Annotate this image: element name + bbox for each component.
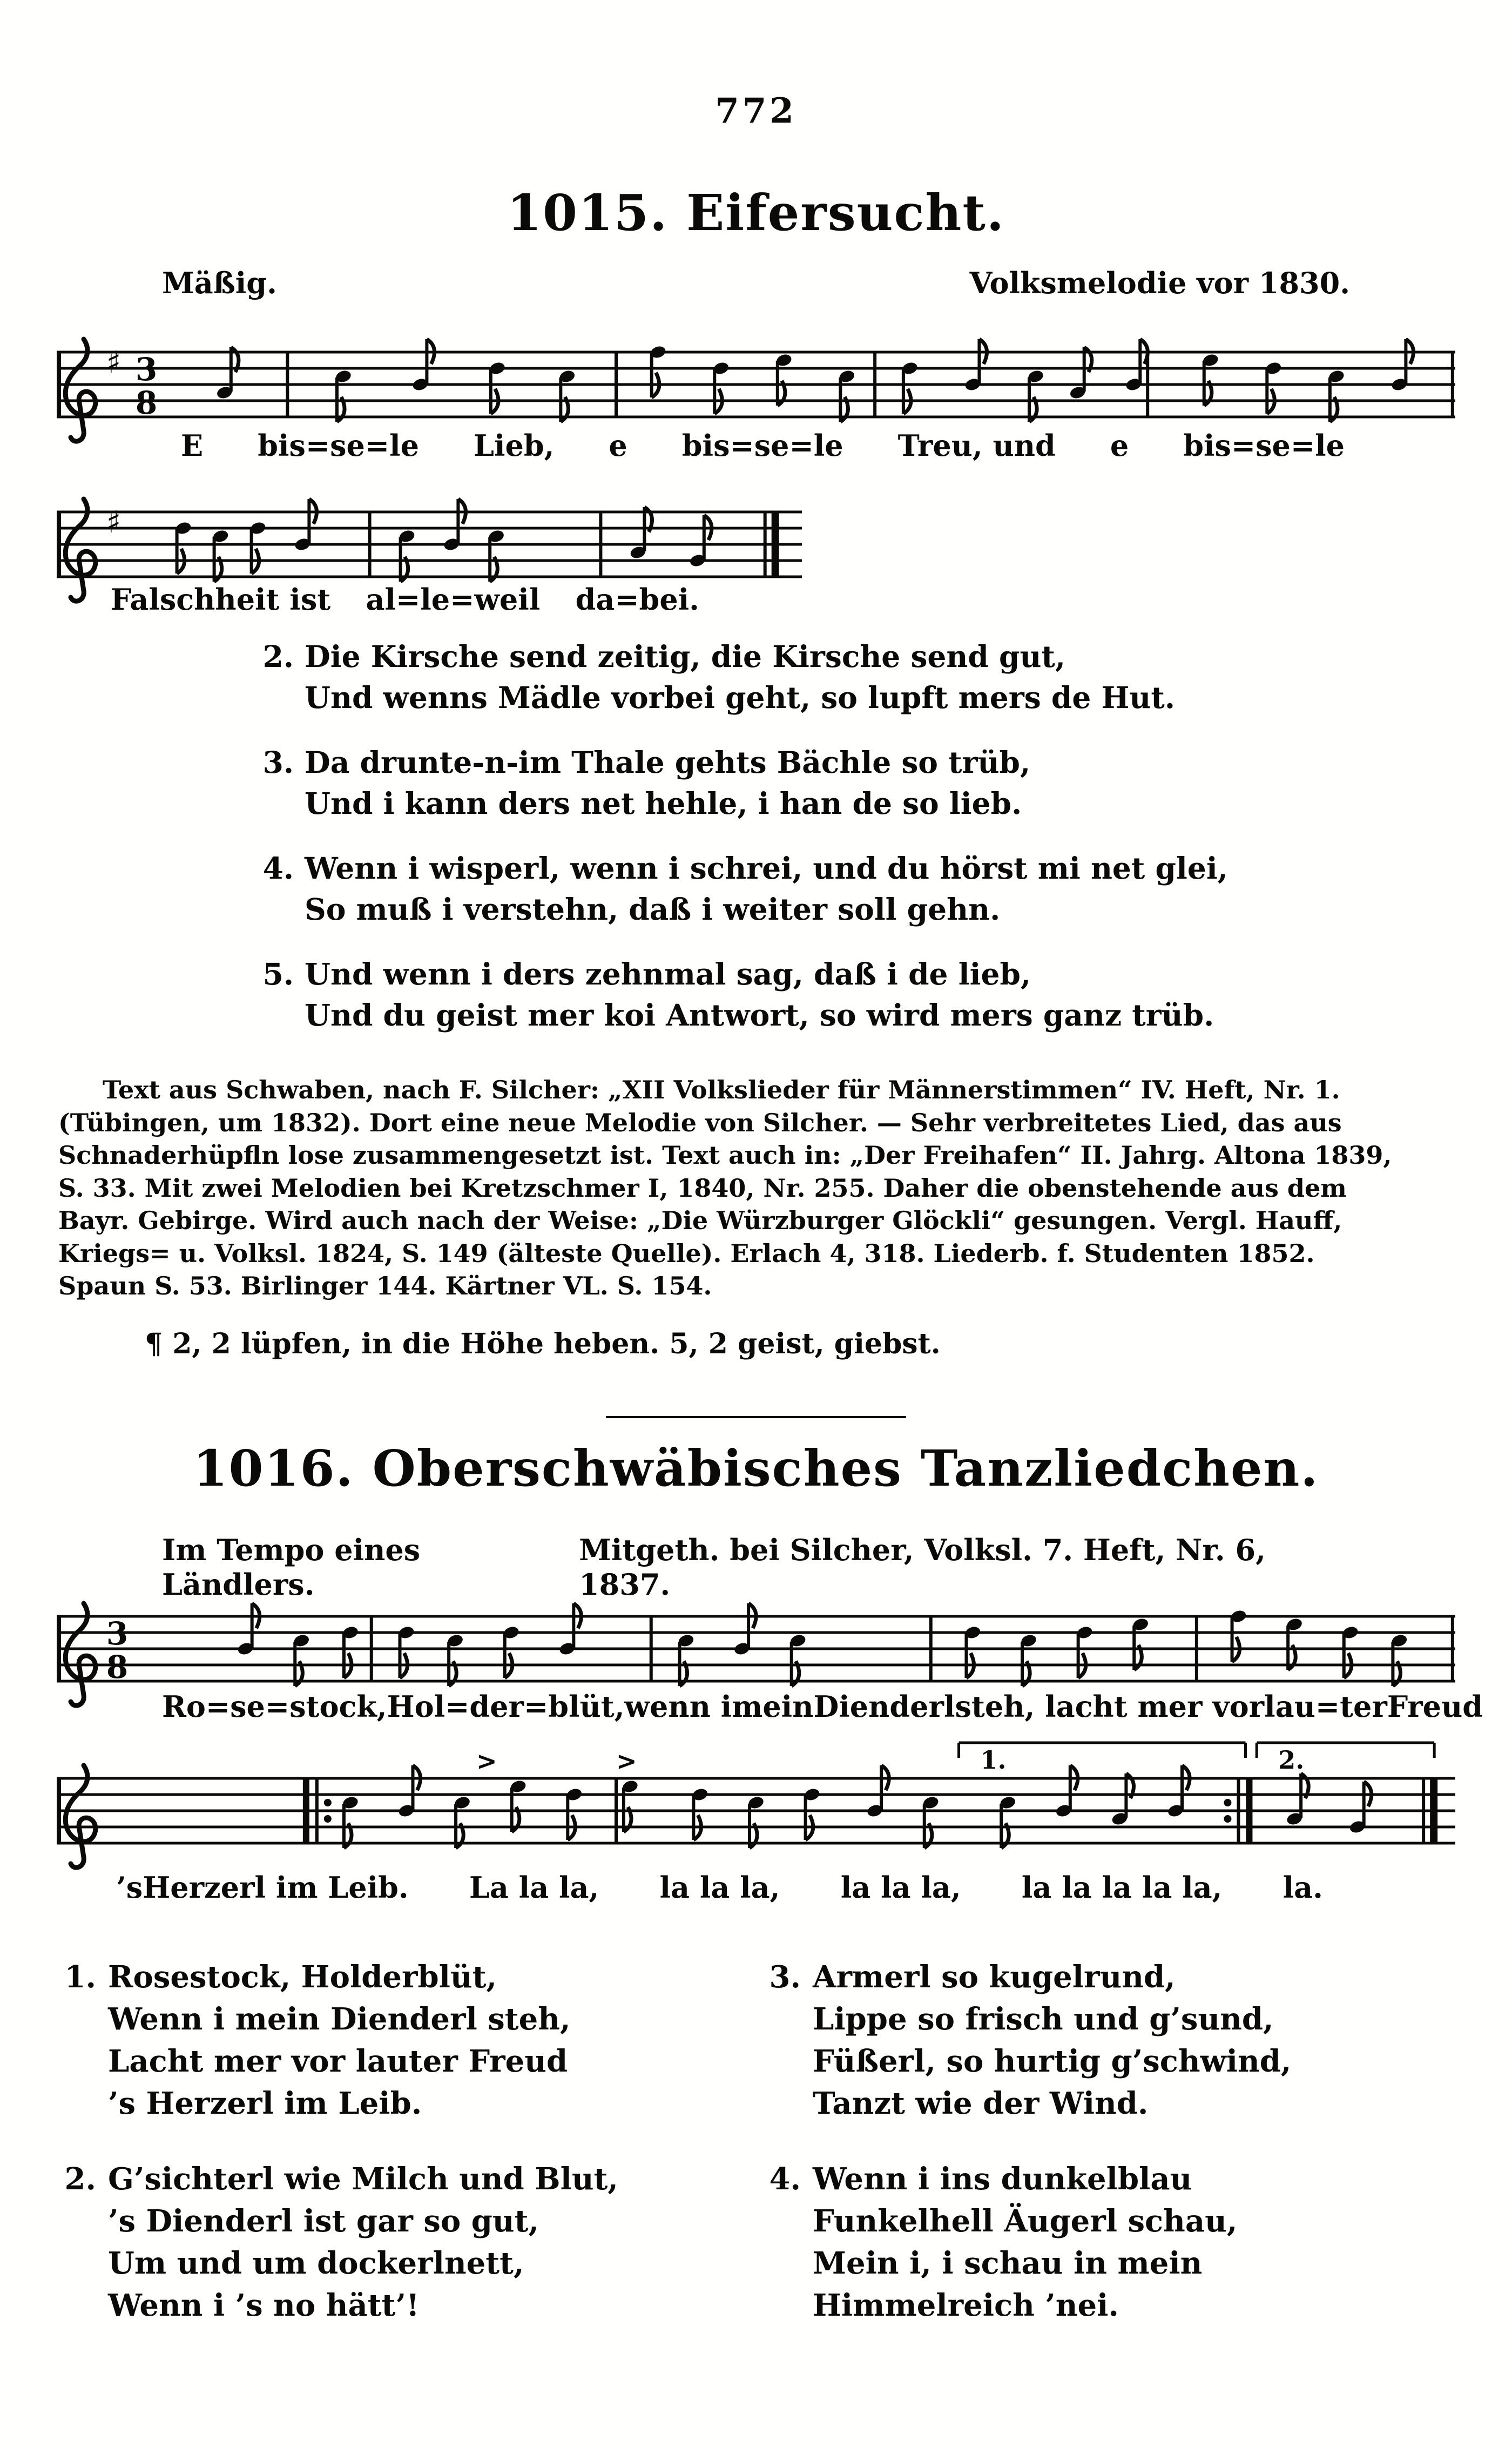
verse [64,1956,768,2125]
svg-text:3: 3 [135,351,158,388]
lyric-syllable: la. [1282,1870,1323,1905]
lyric-syllable: ’sHerzerl im Leib. [116,1870,409,1905]
verse-lines [813,1956,1291,2125]
verse-number: 3. [262,745,294,780]
lyric-syllable: Dienderl [813,1689,955,1724]
source-note-line: Text aus Schwaben, nach F. Silcher: „XII Volkslieder für Männerstimmen“ IV. Heft, Nr. 1. [103,1075,1340,1104]
lyric-syllable: la la la, [840,1870,961,1905]
verse [64,2158,768,2326]
verse-line: Rosestock, Holderblüt, [108,1959,497,1995]
verses-1016-left-column [64,1956,768,2360]
svg-text:2.: 2. [1278,1745,1305,1775]
verse-line: Armerl so kugelrund, [813,1959,1176,1995]
verse-line: Funkelhell Äugerl schau, [813,2203,1238,2239]
verse [768,1956,1473,2125]
verse [254,636,1399,718]
verse-line: G’sichterl wie Milch und Blut, [108,2161,618,2197]
verse [254,954,1399,1036]
lyric-syllable: Freud [1387,1689,1483,1724]
verse-line: Wenn i ’s no hätt’! [108,2288,420,2323]
lyric-syllable: da=bei. [575,582,699,617]
verse-line: Da drunte-n-im Thale gehts Bächle so trüb, [305,745,1031,780]
lyric-syllable: bis=se=le [1183,428,1345,463]
verses-1016 [64,1956,1455,2360]
source-note-line: S. 33. Mit zwei Melodien bei Kretzschmer I, 1840, Nr. 255. Daher die obenstehende aus dem [58,1173,1347,1203]
song-1016-title: 1016. Oberschwäbisches Tanzliedchen. [193,1439,1319,1498]
glossary-footnote: ¶ 2, 2 lüpfen, in die Höhe heben. 5, 2 geist, giebst. [145,1327,941,1360]
svg-text:8: 8 [106,1649,129,1685]
source-note-line: Kriegs= u. Volksl. 1824, S. 149 (älteste Quelle). Erlach 4, 318. Liederb. f. Studenten 1852. [58,1238,1315,1268]
lyric-syllable: e [1110,428,1129,463]
lyric-syllable: bis=se=le [681,428,843,463]
verse-number: 2. [64,2161,96,2197]
verse-line: Um und um dockerlnett, [108,2245,524,2281]
verse-number: 4. [262,851,294,886]
staff-lyrics-1016-line1 [162,1689,1483,1724]
verse-number: 2. [262,639,294,674]
verses-1016-right-column [768,1956,1473,2360]
verse [768,2158,1473,2326]
verse-line: Und wenns Mädle vorbei geht, so lupft mers de Hut. [305,680,1175,715]
lyric-syllable: Ro=se=stock, [162,1689,387,1724]
verse-line: Lippe so frisch und g’sund, [813,2001,1274,2037]
song-1015-title: 1015. Eifersucht. [507,184,1005,242]
lyric-syllable: bis=se=le [258,428,419,463]
verse-line: Wenn i mein Dienderl steh, [108,2001,571,2037]
verse-line: Himmelreich ’nei. [813,2288,1119,2323]
verse-lines [305,636,1175,718]
verse-line: Füßerl, so hurtig g’schwind, [813,2044,1292,2079]
staff-lyrics-1016-line2 [116,1870,1323,1905]
svg-text:♯: ♯ [106,505,122,540]
verse-line: Wenn i wisperl, wenn i schrei, und du hörst mi net glei, [305,851,1228,886]
verse-line: Lacht mer vor lauter Freud [108,2044,568,2079]
lyric-syllable: la la la, [659,1870,780,1905]
tempo-marking-1015: Mäßig. [162,266,277,300]
svg-text:♯: ♯ [106,345,122,380]
lyric-syllable: al=le=weil [366,582,541,617]
lyric-syllable: Hol=der=blüt, [387,1689,625,1724]
verse-line: Und wenn i ders zehnmal sag, daß i de lieb, [305,956,1031,992]
song-1015-header-row [162,266,1350,300]
lyric-syllable: mein [732,1689,814,1724]
verse [254,848,1399,930]
svg-text:8: 8 [135,385,158,421]
svg-text:1.: 1. [980,1745,1007,1775]
verse-number: 5. [262,956,294,992]
lyric-syllable: la la la la la, [1021,1870,1223,1905]
staff-lyrics-1015-line2 [111,582,699,617]
verse-number: 3. [769,1959,801,1995]
verse-line: Wenn i ins dunkelblau [813,2161,1192,2197]
lyric-syllable: e [609,428,627,463]
lyric-syllable: La la la, [469,1870,599,1905]
lyric-syllable: E [181,428,204,463]
lyric-syllable: Lieb, [474,428,555,463]
verse-lines [108,2158,618,2326]
source-notes-1015 [58,1074,1458,1303]
source-note-line: (Tübingen, um 1832). Dort eine neue Melodie von Silcher. — Sehr verbreitetes Lied, das aus [58,1108,1342,1137]
verse-number: 1. [64,1959,96,1995]
verse-line: Und i kann ders net hehle, i han de so lieb. [305,786,1022,821]
lyric-syllable: Treu, und [897,428,1056,463]
verse-line: ’s Herzerl im Leib. [108,2086,422,2121]
lyric-syllable: wenn i [624,1689,732,1724]
verse-line: Tanzt wie der Wind. [813,2086,1149,2121]
tempo-marking-1016: Im Tempo eines Ländlers. [162,1533,421,1602]
verse-number: 4. [769,2161,801,2197]
verse-line: ’s Dienderl ist gar so gut, [108,2203,539,2239]
attribution-1015: Volksmelodie vor 1830. [969,266,1350,300]
verse-lines [305,848,1228,930]
verse [254,742,1399,824]
section-divider [606,1416,906,1418]
lyric-syllable: Falschheit ist [111,582,331,617]
verse-lines [108,1956,571,2125]
verses-1015 [254,636,1399,1060]
source-note-line: Schnaderhüpfln lose zusammengesetzt ist. Text auch in: „Der Freihafen“ II. Jahrg. Altona 1839, [58,1141,1392,1170]
source-note-line: Bayr. Gebirge. Wird auch nach der Weise: „Die Würzburger Glöckli“ gesungen. Vergl. Hauff, [58,1206,1342,1235]
svg-text:>: > [476,1746,497,1776]
verse-line: Mein i, i schau in mein [813,2245,1203,2281]
verse-line: So muß i verstehn, daß i weiter soll gehn. [305,892,1001,927]
svg-text:3: 3 [106,1615,129,1652]
page-number: 772 [715,91,797,131]
lyric-syllable: lau=ter [1264,1689,1387,1724]
verse-line: Und du geist mer koi Antwort, so wird mers ganz trüb. [305,997,1214,1033]
verse-lines [305,742,1030,824]
svg-text:>: > [616,1746,637,1776]
attribution-1016: Mitgeth. bei Silcher, Volksl. 7. Heft, Nr. 6, 1837. [579,1533,1266,1602]
music-staff-1016-line2 [57,1724,1455,1881]
verse-line: Die Kirsche send zeitig, die Kirsche send gut, [305,639,1065,674]
verse-lines [305,954,1214,1036]
verse-lines [813,2158,1237,2326]
source-note-line: Spaun S. 53. Birlinger 144. Kärtner VL. S. 154. [58,1271,712,1300]
lyric-syllable: steh, lacht mer vor [955,1689,1265,1724]
